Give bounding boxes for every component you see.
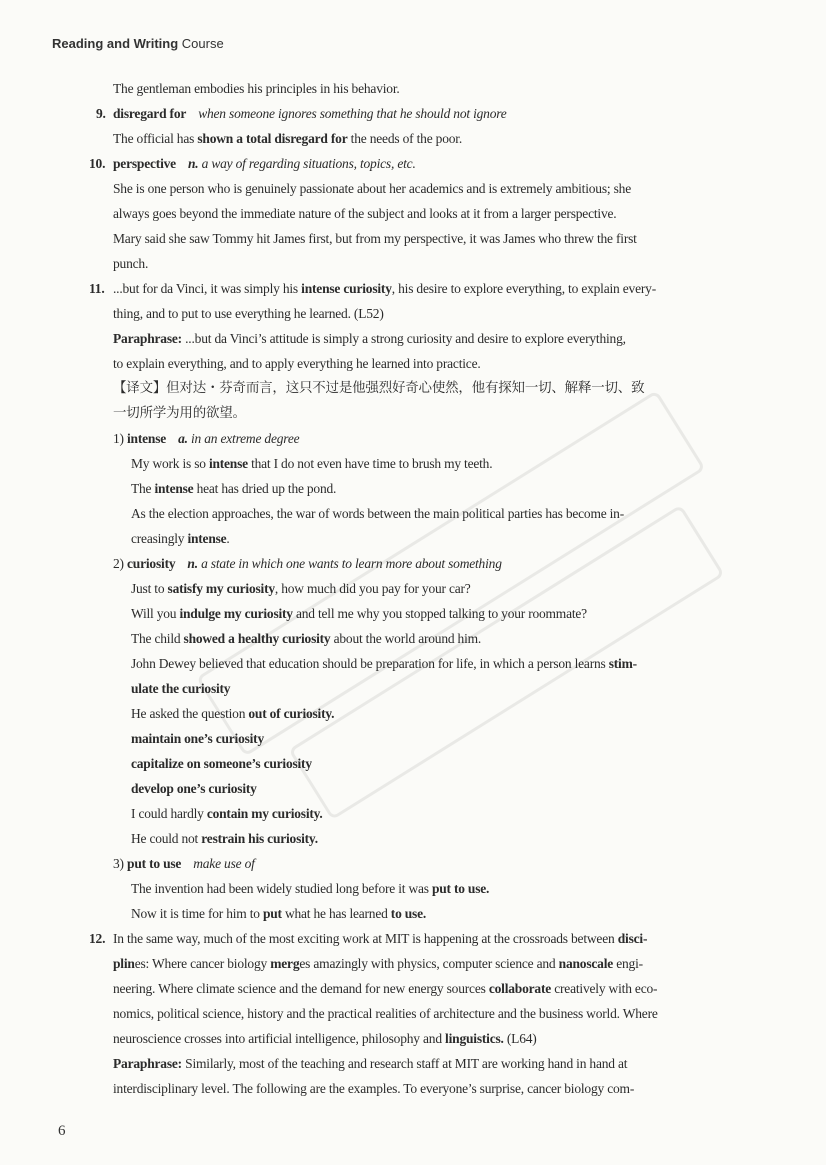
part-of-speech: a.	[178, 431, 188, 446]
text: what he has learned	[281, 906, 391, 921]
bold-phrase: linguistics.	[445, 1031, 504, 1046]
bold-phrase: out of curiosity.	[248, 706, 335, 721]
bold-phrase: contain my curiosity.	[206, 806, 323, 821]
text: The	[131, 481, 155, 496]
example-line	[0, 826, 826, 851]
text: ...but for da Vinci, it was simply his	[113, 281, 302, 296]
entry-12-quote	[0, 926, 826, 951]
entry-definition: a state in which one wants to learn more about something	[201, 556, 502, 571]
text: Will you	[131, 606, 180, 621]
bold-phrase: intense	[187, 531, 227, 546]
entry-definition: in an extreme degree	[190, 431, 300, 446]
text-line	[0, 976, 826, 1001]
entry-11-quote	[0, 276, 826, 301]
example-line: punch.	[113, 256, 149, 271]
text: The invention had been widely studied long before it was	[131, 881, 432, 896]
example-line	[0, 576, 826, 601]
bold-phrase: showed a healthy curiosity	[183, 631, 331, 646]
bold-phrase: put	[262, 906, 282, 921]
example-line	[0, 526, 826, 551]
bold-phrase: satisfy my curiosity	[167, 581, 275, 596]
text: heat has dried up the pond.	[193, 481, 337, 496]
text: about the world around him.	[330, 631, 482, 646]
entry-term: disregard for	[113, 106, 187, 121]
part-of-speech: n.	[187, 556, 198, 571]
entry-number: 9.	[96, 106, 106, 121]
example-line	[0, 901, 826, 926]
sub-entry-number: 3)	[113, 856, 124, 871]
bold-phrase: shown a total disregard for	[197, 131, 348, 146]
text: Similarly, most of the teaching and research staff at MIT are working hand in hand at	[181, 1056, 628, 1071]
example-line: She is one person who is genuinely passionate about her academics and is extremely ambitious; she	[113, 181, 631, 196]
example-line	[0, 626, 826, 651]
text: neering. Where climate science and the demand for new energy sources	[113, 981, 489, 996]
text: engi-	[613, 956, 643, 971]
text: neuroscience crosses into artificial intelligence, philosophy and	[113, 1031, 446, 1046]
translation-line: 【译文】但对达・芬奇而言，这只不过是他强烈好奇心使然，他有探知一切、解释一切、致	[113, 380, 645, 396]
running-header	[52, 36, 224, 51]
text: He asked the question	[131, 706, 249, 721]
header-title-rest: Course	[178, 36, 224, 51]
entry-term: curiosity	[127, 556, 176, 571]
text-line	[0, 1026, 826, 1051]
example-line	[0, 876, 826, 901]
example-line	[0, 126, 826, 151]
paraphrase-line	[0, 1051, 826, 1076]
text: ...but da Vinci’s attitude is simply a strong curiosity and desire to explore everything,	[181, 331, 626, 346]
sub-entry-2-heading	[0, 551, 826, 576]
bold-phrase: stim-	[608, 656, 637, 671]
paraphrase-line	[0, 326, 826, 351]
example-line: always goes beyond the immediate nature of the subject and looks at it from a larger perspective.	[113, 206, 617, 221]
collocation: maintain one’s curiosity	[131, 731, 264, 746]
entry-definition: when someone ignores something that he should not ignore	[198, 106, 507, 121]
part-of-speech: n.	[187, 156, 199, 171]
entry-number: 11.	[89, 281, 105, 296]
text-line	[0, 951, 826, 976]
entry-term: perspective	[113, 156, 176, 171]
page-number: 6	[58, 1123, 66, 1139]
text-line: The gentleman embodies his principles in his behavior.	[113, 81, 400, 96]
page-body	[0, 76, 826, 1101]
translation-line: 一切所学为用的欲望。	[113, 405, 246, 421]
bold-phrase: plin	[113, 956, 135, 971]
collocation-line	[0, 751, 826, 776]
entry-number: 10.	[89, 156, 106, 171]
entry-definition: make use of	[193, 856, 255, 871]
text-line: nomics, political science, history and the practical realities of architecture and the business world. Where	[113, 1006, 658, 1021]
text: The child	[131, 631, 184, 646]
bold-phrase: collaborate	[488, 981, 552, 996]
header-title-bold: Reading and Writing	[52, 36, 179, 51]
bold-phrase: indulge my curiosity	[179, 606, 293, 621]
text-line: to explain everything, and to apply everything he learned into practice.	[113, 356, 481, 371]
paraphrase-label: Paraphrase:	[113, 1056, 182, 1071]
collocation-line	[0, 776, 826, 801]
text: John Dewey believed that education should be preparation for life, in which a person learns	[131, 656, 609, 671]
example-line	[0, 701, 826, 726]
text: and tell me why you stopped talking to your roommate?	[292, 606, 587, 621]
sub-entry-3-heading	[0, 851, 826, 876]
text: es amazingly with physics, computer science and	[299, 956, 559, 971]
bold-phrase: intense	[154, 481, 194, 496]
example-line	[0, 451, 826, 476]
entry-9-heading	[0, 101, 826, 126]
bold-phrase: to use.	[390, 906, 427, 921]
text: My work is so	[131, 456, 209, 471]
text: es: Where cancer biology	[134, 956, 271, 971]
text: .	[226, 531, 230, 546]
text: Just to	[131, 581, 168, 596]
example-line	[0, 801, 826, 826]
example-line	[0, 476, 826, 501]
sub-entry-number: 1)	[113, 431, 124, 446]
collocation: develop one’s curiosity	[131, 781, 257, 796]
text: He could not	[131, 831, 202, 846]
text: I could hardly	[131, 806, 207, 821]
example-line	[0, 601, 826, 626]
entry-term: intense	[127, 431, 167, 446]
text: In the same way, much of the most exciting work at MIT is happening at the crossroads between	[113, 931, 618, 946]
text: The official has	[113, 131, 198, 146]
entry-term: put to use	[127, 856, 182, 871]
bold-phrase: restrain his curiosity.	[201, 831, 318, 846]
example-line	[0, 676, 826, 701]
bold-phrase: disci-	[617, 931, 648, 946]
text: that I do not even have time to brush my teeth.	[247, 456, 493, 471]
entry-definition: a way of regarding situations, topics, etc.	[201, 156, 416, 171]
text: , how much did you pay for your car?	[274, 581, 471, 596]
text: creatively with eco-	[551, 981, 658, 996]
collocation-line	[0, 726, 826, 751]
text-line: thing, and to put to use everything he learned. (L52)	[113, 306, 384, 321]
entry-10-heading	[0, 151, 826, 176]
bold-phrase: ulate the curiosity	[131, 681, 231, 696]
bold-phrase: intense	[208, 456, 248, 471]
text: the needs of the poor.	[347, 131, 462, 146]
example-line: As the election approaches, the war of words between the main political parties has become in-	[131, 506, 624, 521]
sub-entry-number: 2)	[113, 556, 124, 571]
text: (L64)	[503, 1031, 537, 1046]
example-line: Mary said she saw Tommy hit James first, but from my perspective, it was James who threw the first	[113, 231, 637, 246]
text: Now it is time for him to	[131, 906, 263, 921]
text: , his desire to explore everything, to explain every-	[391, 281, 657, 296]
paraphrase-label: Paraphrase:	[113, 331, 182, 346]
bold-phrase: intense curiosity	[301, 281, 392, 296]
entry-number: 12.	[89, 931, 106, 946]
text-line: interdisciplinary level. The following are the examples. To everyone’s surprise, cancer biology com-	[113, 1081, 635, 1096]
text: creasingly	[131, 531, 188, 546]
collocation: capitalize on someone’s curiosity	[131, 756, 312, 771]
bold-phrase: merg	[270, 956, 300, 971]
bold-phrase: put to use.	[431, 881, 490, 896]
sub-entry-1-heading	[0, 426, 826, 451]
example-line	[0, 651, 826, 676]
bold-phrase: nanoscale	[558, 956, 614, 971]
